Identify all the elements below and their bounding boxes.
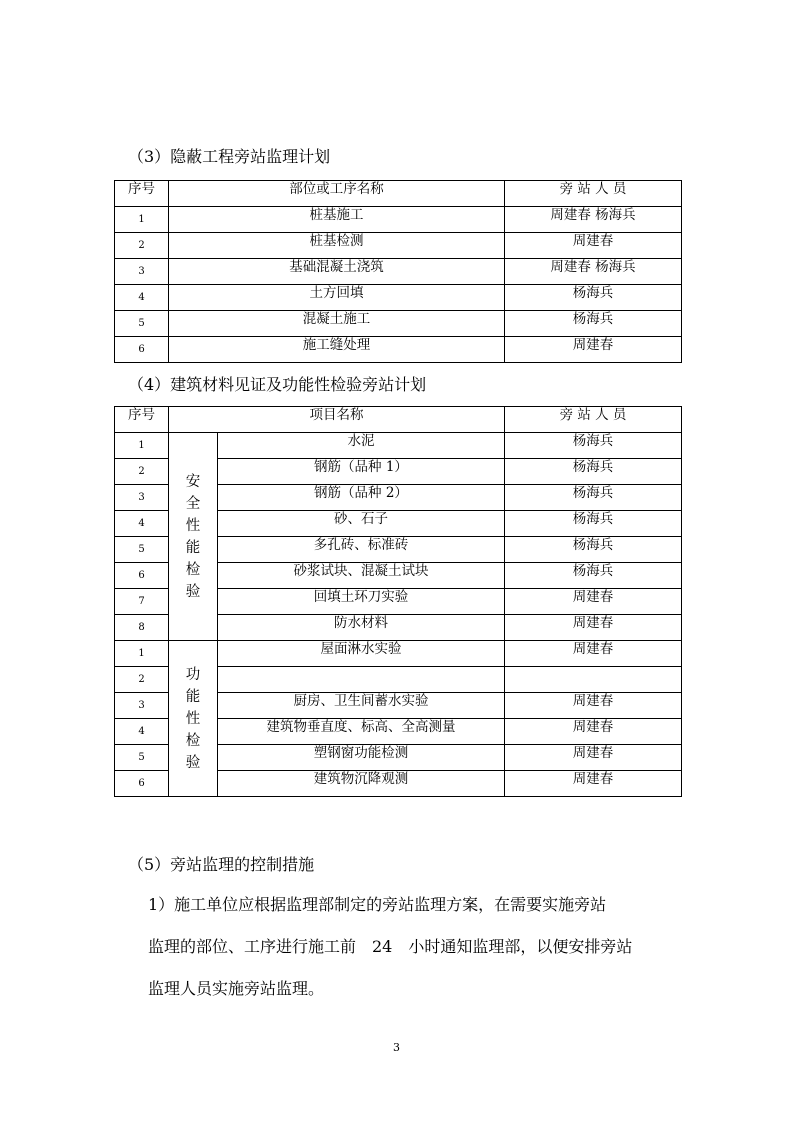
row-seq: 2 <box>115 667 169 693</box>
row-staff: 周建春 <box>505 233 682 259</box>
row-staff: 周建春 <box>505 719 682 745</box>
row-item: 多孔砖、标准砖 <box>218 537 505 563</box>
row-staff: 杨海兵 <box>505 485 682 511</box>
group-label-char: 验 <box>185 754 201 771</box>
header-staff: 旁 站 人 员 <box>505 407 682 433</box>
control-measures-line: 1）施工单位应根据监理部制定的旁站监理方案，在需要实施旁站 <box>148 895 607 914</box>
table-row <box>115 233 682 259</box>
row-staff: 周建春 <box>505 693 682 719</box>
table-header-row <box>115 181 682 207</box>
row-item: 防水材料 <box>218 615 505 641</box>
row-item: 水泥 <box>218 433 505 459</box>
group-label-char: 检 <box>185 732 201 749</box>
table-row <box>115 311 682 337</box>
row-staff: 杨海兵 <box>505 285 682 311</box>
group-label-char: 验 <box>185 583 201 600</box>
row-item: 钢筋（品种 1） <box>218 459 505 485</box>
group-label-function <box>169 641 218 797</box>
row-seq: 5 <box>115 745 169 771</box>
row-staff: 周建春 <box>505 771 682 797</box>
row-part: 桩基施工 <box>169 207 505 233</box>
header-seq: 序号 <box>115 407 169 433</box>
group-label-char: 性 <box>185 710 201 727</box>
table-row <box>115 433 682 459</box>
section3-heading: （3）隐蔽工程旁站监理计划 <box>128 147 331 166</box>
row-staff: 杨海兵 <box>505 537 682 563</box>
row-item: 厨房、卫生间蓄水实验 <box>218 693 505 719</box>
row-item <box>218 667 505 693</box>
row-staff: 杨海兵 <box>505 311 682 337</box>
row-seq: 6 <box>115 337 169 363</box>
row-seq: 1 <box>115 207 169 233</box>
row-staff: 杨海兵 <box>505 563 682 589</box>
table-row <box>115 259 682 285</box>
materials-inspection-table <box>114 406 682 797</box>
row-seq: 5 <box>115 537 169 563</box>
table-row <box>115 641 682 667</box>
row-staff: 周建春 <box>505 589 682 615</box>
row-item: 建筑物垂直度、标高、全高测量 <box>218 719 505 745</box>
row-staff: 周建春 <box>505 615 682 641</box>
table-header-row <box>115 407 682 433</box>
row-item: 塑钢窗功能检测 <box>218 745 505 771</box>
group-label-char: 能 <box>185 688 201 705</box>
page-number: 3 <box>393 1041 400 1054</box>
row-staff: 杨海兵 <box>505 459 682 485</box>
row-seq: 3 <box>115 485 169 511</box>
row-staff: 周建春 <box>505 337 682 363</box>
row-item: 建筑物沉降观测 <box>218 771 505 797</box>
row-staff: 周建春 杨海兵 <box>505 207 682 233</box>
row-seq: 6 <box>115 563 169 589</box>
row-seq: 4 <box>115 285 169 311</box>
row-seq: 4 <box>115 511 169 537</box>
row-item: 屋面淋水实验 <box>218 641 505 667</box>
row-part: 桩基检测 <box>169 233 505 259</box>
row-part: 土方回填 <box>169 285 505 311</box>
row-seq: 4 <box>115 719 169 745</box>
row-item: 砂浆试块、混凝土试块 <box>218 563 505 589</box>
concealed-works-table <box>114 180 682 363</box>
group-label-char: 安 <box>185 473 201 490</box>
row-item: 钢筋（品种 2） <box>218 485 505 511</box>
row-item: 回填土环刀实验 <box>218 589 505 615</box>
row-staff: 周建春 <box>505 641 682 667</box>
table-row <box>115 337 682 363</box>
row-part: 混凝土施工 <box>169 311 505 337</box>
row-seq: 3 <box>115 259 169 285</box>
row-seq: 7 <box>115 589 169 615</box>
section5-heading: （5）旁站监理的控制措施 <box>128 855 315 874</box>
row-seq: 8 <box>115 615 169 641</box>
row-seq: 5 <box>115 311 169 337</box>
row-seq: 1 <box>115 433 169 459</box>
row-staff: 杨海兵 <box>505 511 682 537</box>
row-part: 基础混凝土浇筑 <box>169 259 505 285</box>
header-staff: 旁 站 人 员 <box>505 181 682 207</box>
row-staff: 杨海兵 <box>505 433 682 459</box>
header-part: 部位或工序名称 <box>169 181 505 207</box>
section4-heading: （4）建筑材料见证及功能性检验旁站计划 <box>128 375 427 394</box>
group-label-char: 功 <box>185 666 201 683</box>
row-staff: 周建春 <box>505 745 682 771</box>
group-label-char: 性 <box>185 517 201 534</box>
group-label-char: 能 <box>185 539 201 556</box>
table-row <box>115 207 682 233</box>
row-seq: 2 <box>115 459 169 485</box>
row-part: 施工缝处理 <box>169 337 505 363</box>
control-measures-line: 监理的部位、工序进行施工前 24 小时通知监理部，以便安排旁站 <box>148 937 633 956</box>
row-seq: 1 <box>115 641 169 667</box>
row-seq: 3 <box>115 693 169 719</box>
table-row <box>115 285 682 311</box>
row-staff: 周建春 杨海兵 <box>505 259 682 285</box>
group-label-safety <box>169 433 218 641</box>
row-seq: 2 <box>115 233 169 259</box>
row-seq: 6 <box>115 771 169 797</box>
row-staff <box>505 667 682 693</box>
row-item: 砂、石子 <box>218 511 505 537</box>
control-measures-line: 监理人员实施旁站监理。 <box>148 979 325 998</box>
header-seq: 序号 <box>115 181 169 207</box>
header-item: 项目名称 <box>169 407 505 433</box>
group-label-char: 全 <box>185 495 201 512</box>
group-label-char: 检 <box>185 561 201 578</box>
